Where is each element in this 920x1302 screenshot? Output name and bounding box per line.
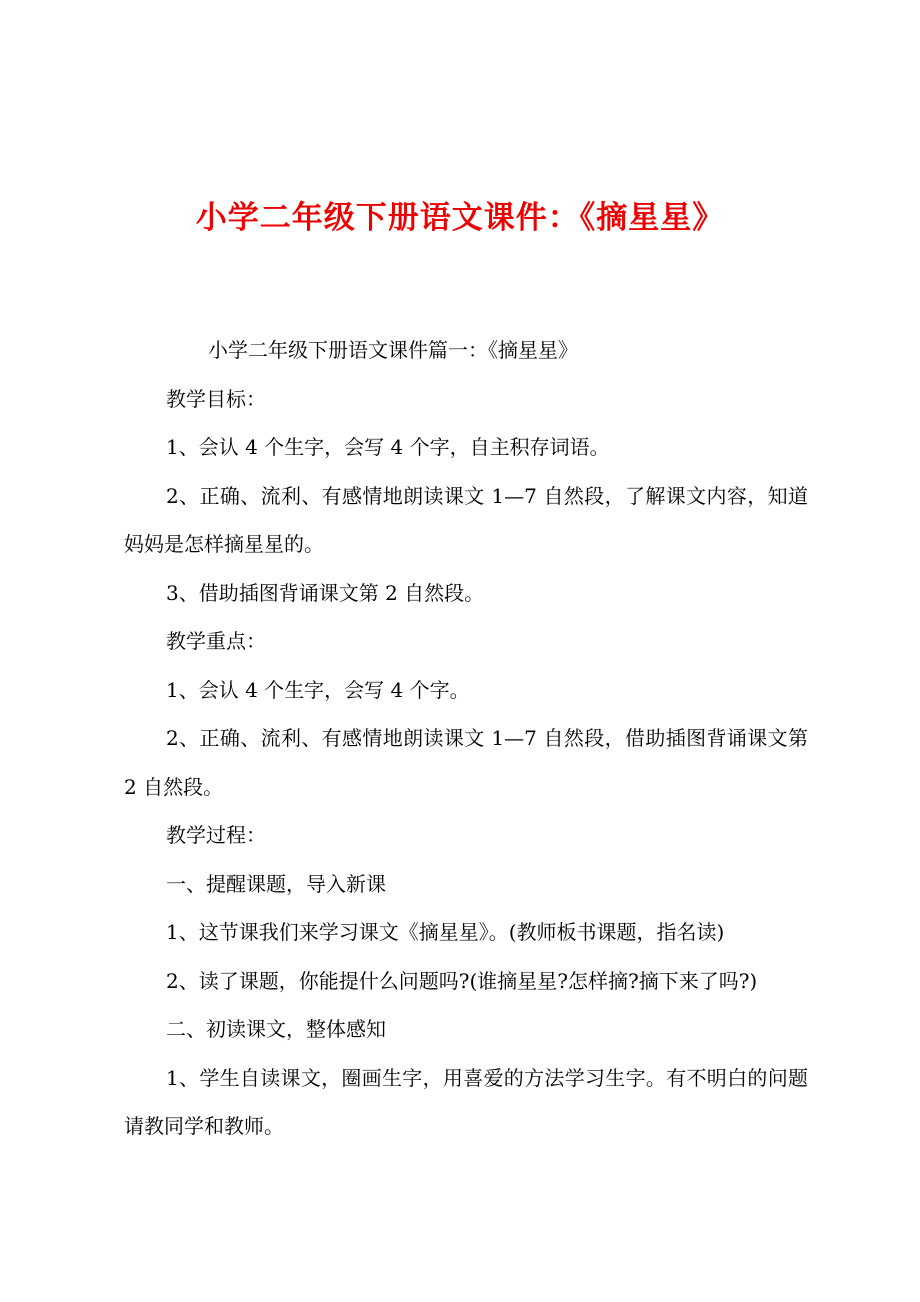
section-heading: 小学二年级下册语文课件篇一：《摘星星》 [208, 338, 578, 362]
paragraph: 教学过程： [166, 823, 266, 847]
paragraph: 1、会认 4 个生字，会写 4 个字。 [166, 677, 470, 702]
document-body [124, 326, 808, 1151]
document-title: 小学二年级下册语文课件：《摘星星》 [195, 200, 725, 236]
paragraph: 教学重点： [166, 629, 266, 653]
paragraph: 2、正确、流利、有感情地朗读课文 1—7 自然段，了解课文内容，知道妈妈是怎样摘星星的。 [124, 483, 808, 556]
paragraph: 3、借助插图背诵课文第 2 自然段。 [166, 580, 485, 605]
paragraph: 1、会认 4 个生字，会写 4 个字，自主积存词语。 [166, 435, 610, 459]
paragraph: 教学目标： [166, 386, 266, 411]
paragraph: 1、这节课我们来学习课文《摘星星》。(教师板书课题，指名读) [166, 920, 725, 944]
paragraph: 2、正确、流利、有感情地朗读课文 1—7 自然段，借助插图背诵课文第 2 自然段。 [124, 726, 808, 799]
paragraph: 二、初读课文，整体感知 [166, 1017, 386, 1041]
paragraph: 一、提醒课题，导入新课 [166, 871, 386, 896]
paragraph: 2、读了课题，你能提什么问题吗?(谁摘星星?怎样摘?摘下来了吗?) [166, 968, 758, 993]
paragraph: 1、学生自读课文，圈画生字，用喜爱的方法学习生字。有不明白的问题请教同学和教师。 [124, 1065, 808, 1138]
